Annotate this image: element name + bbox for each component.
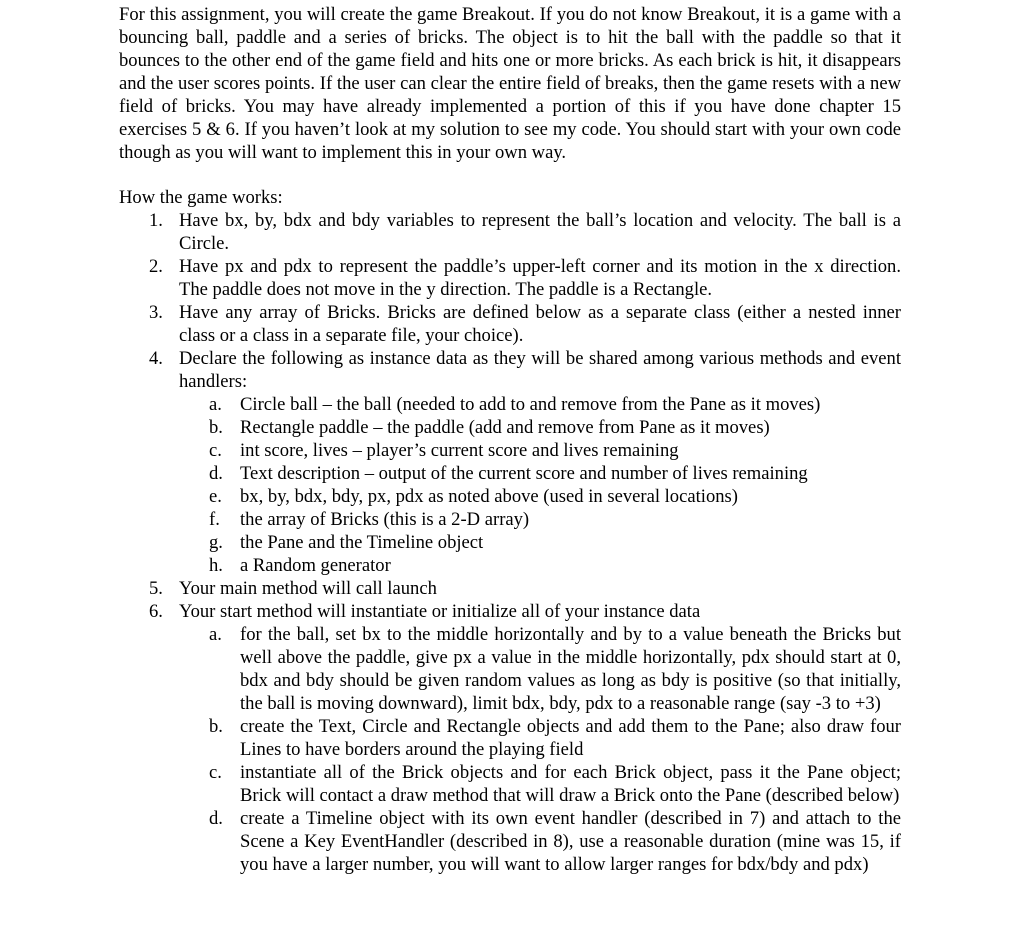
item-letter: f. — [209, 509, 220, 530]
item-letter: b. — [209, 716, 223, 737]
sub-list-item — [0, 554, 901, 577]
sub-list-item — [0, 531, 901, 554]
sub-item-text: Text description – output of the current score and number of lives remaining — [240, 463, 808, 484]
list-item — [0, 255, 901, 301]
item-letter: a. — [209, 394, 222, 415]
item-number: 4. — [149, 348, 163, 369]
sub-list-item — [0, 485, 901, 508]
sub-list — [179, 623, 901, 876]
sub-item-text: for the ball, set bx to the middle horizontally and by to a value beneath the Bricks but well above the paddle, give px a value in the middle horizontally, pdx should start at 0, bdx and bdy should be given random values as long as bdy is positive (so that initially, the ball is moving downward), limit bdx, bdy, pdx to a reasonable range (say -3 to +3) — [240, 624, 901, 714]
sub-item-text: create the Text, Circle and Rectangle objects and add them to the Pane; also draw four Lines to have borders around the playing field — [240, 716, 901, 760]
list-item — [0, 209, 901, 255]
sub-list-item — [0, 508, 901, 531]
item-number: 2. — [149, 256, 163, 277]
sub-item-text: Circle ball – the ball (needed to add to and remove from the Pane as it moves) — [240, 394, 821, 415]
list-item — [0, 577, 901, 600]
item-letter: e. — [209, 486, 222, 507]
item-text: Have bx, by, bdx and bdy variables to represent the ball’s location and velocity. The ball is a Circle. — [179, 210, 901, 254]
item-number: 3. — [149, 302, 163, 323]
item-text: Your main method will call launch — [179, 578, 437, 599]
item-text: Have any array of Bricks. Bricks are defined below as a separate class (either a nested inner class or a class in a separate file, your choice). — [179, 302, 901, 346]
sub-item-text: create a Timeline object with its own event handler (described in 7) and attach to the Scene a Key EventHandler (described in 8), use a reasonable duration (mine was 15, if you have a larger number, you will want to allow larger ranges for bdx/bdy and pdx) — [240, 808, 901, 875]
list-item — [0, 347, 901, 577]
item-letter: b. — [209, 417, 223, 438]
section-heading: How the game works: — [119, 187, 283, 208]
item-letter: d. — [209, 463, 223, 484]
item-text: Declare the following as instance data as they will be shared among various methods and event handlers: — [179, 348, 901, 392]
item-letter: a. — [209, 624, 222, 645]
item-number: 1. — [149, 210, 163, 231]
sub-item-text: the Pane and the Timeline object — [240, 532, 484, 553]
sub-item-text: bx, by, bdx, bdy, px, pdx as noted above (used in several locations) — [240, 486, 738, 507]
item-letter: c. — [209, 762, 222, 783]
sub-item-text: Rectangle paddle – the paddle (add and remove from Pane as it moves) — [240, 417, 770, 438]
sub-list — [179, 393, 901, 577]
list-item — [0, 301, 901, 347]
item-text: Your start method will instantiate or initialize all of your instance data — [179, 601, 701, 622]
item-letter: c. — [209, 440, 222, 461]
sub-list-item — [0, 393, 901, 416]
sub-list-item — [0, 623, 901, 715]
sub-item-text: a Random generator — [240, 555, 391, 576]
item-letter: g. — [209, 532, 223, 553]
intro-paragraph: For this assignment, you will create the game Breakout. If you do not know Breakout, it is a game with a bouncing ball, paddle and a series of bricks. The object is to hit the ball with the paddle so that it bounces to the other end of the game field and hits one or more bricks. As each brick is hit, it disappears and the user scores points. If the user can clear the entire field of breaks, then the game resets with a new field of bricks. You may have already implemented a portion of this if you have done chapter 15 exercises 5 & 6. If you haven’t look at my solution to see my code. You should start with your own code though as you will want to implement this in your own way. — [119, 4, 901, 163]
item-number: 6. — [149, 601, 163, 622]
item-text: Have px and pdx to represent the paddle’s upper-left corner and its motion in the x direction. The paddle does not move in the y direction. The paddle is a Rectangle. — [179, 256, 901, 300]
sub-item-text: int score, lives – player’s current score and lives remaining — [240, 440, 679, 461]
sub-list-item — [0, 807, 901, 876]
sub-list-item — [0, 715, 901, 761]
item-number: 5. — [149, 578, 163, 599]
sub-item-text: instantiate all of the Brick objects and for each Brick object, pass it the Pane object; Brick will contact a draw method that will draw a Brick onto the Pane (described below) — [240, 762, 901, 806]
steps-list — [0, 209, 1019, 876]
sub-item-text: the array of Bricks (this is a 2-D array) — [240, 509, 530, 530]
list-item — [0, 600, 901, 876]
sub-list-item — [0, 462, 901, 485]
item-letter: d. — [209, 808, 223, 829]
item-letter: h. — [209, 555, 223, 576]
sub-list-item — [0, 439, 901, 462]
sub-list-item — [0, 416, 901, 439]
sub-list-item — [0, 761, 901, 807]
